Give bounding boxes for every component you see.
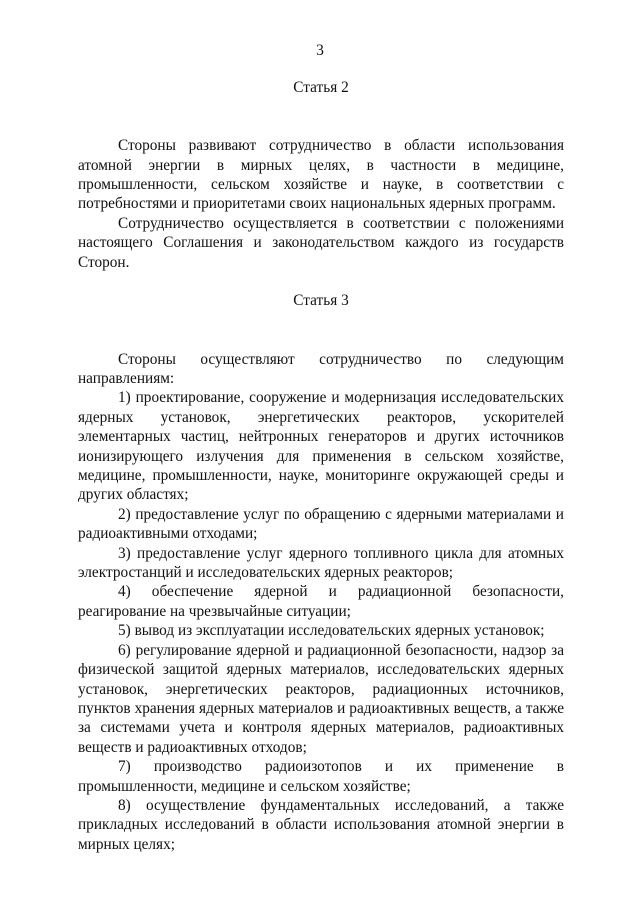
article-3-item: 1) проектирование, сооружение и модернизация исследовательских ядерных установок, энергетических реакторов, ускорителей элементарных частиц, нейтронных генераторов и других источников ионизирующего излучения для применения в сельском хозяйстве, медицине, промышленности, науке, мониторинге окружающей среды и других областях; bbox=[78, 389, 564, 504]
article-2-heading: Статья 2 bbox=[293, 79, 349, 96]
page-number: 3 bbox=[316, 42, 324, 59]
article-3-item: 3) предоставление услуг ядерного топливного цикла для атомных электростанций и исследовательских ядерных реакторов; bbox=[78, 544, 564, 582]
article-3 bbox=[78, 291, 564, 854]
spacer bbox=[78, 117, 564, 136]
spacer bbox=[78, 330, 564, 349]
article-3-item: 2) предоставление услуг по обращению с ядерными материалами и радиоактивными отходами; bbox=[78, 505, 564, 543]
article-3-item: 7) производство радиоизотопов и их применение в промышленности, медицине и сельском хозяйстве; bbox=[78, 758, 564, 795]
document-body bbox=[78, 78, 564, 854]
article-3-item: 4) обеспечение ядерной и радиационной безопасности, реагирование на чрезвычайные ситуации; bbox=[78, 583, 564, 620]
article-2 bbox=[78, 78, 564, 272]
article-3-intro: Стороны осуществляют сотрудничество по следующим направлениям: bbox=[78, 350, 564, 388]
article-2-paragraph: Сотрудничество осуществляется в соответствии с положениями настоящего Соглашения и законодательством каждого из государств Сторон. bbox=[78, 214, 564, 271]
article-3-heading: Статья 3 bbox=[293, 292, 349, 310]
article-3-item: 8) осуществление фундаментальных исследований, а также прикладных исследований в области использования атомной энергии в мирных целях; bbox=[78, 796, 564, 853]
article-2-paragraph: Стороны развивают сотрудничество в области использования атомной энергии в мирных целях, в частности в медицине, промышленности, сельском хозяйстве и науке, в соответствии с потребностями и приоритетами своих национальных ядерных программ. bbox=[78, 137, 564, 213]
article-3-item: 5) вывод из эксплуатации исследовательских ядерных установок; bbox=[118, 622, 545, 640]
article-3-item: 6) регулирование ядерной и радиационной безопасности, надзор за физической защитой ядерных материалов, исследовательских ядерных установок, энергетических реакторов, радиационных источников, пунктов хранения ядерных материалов и радиоактивных веществ, а также за системами учета и контроля ядерных материалов, радиоактивных веществ и радиоактивных отходов; bbox=[78, 641, 564, 756]
spacer bbox=[78, 272, 564, 291]
